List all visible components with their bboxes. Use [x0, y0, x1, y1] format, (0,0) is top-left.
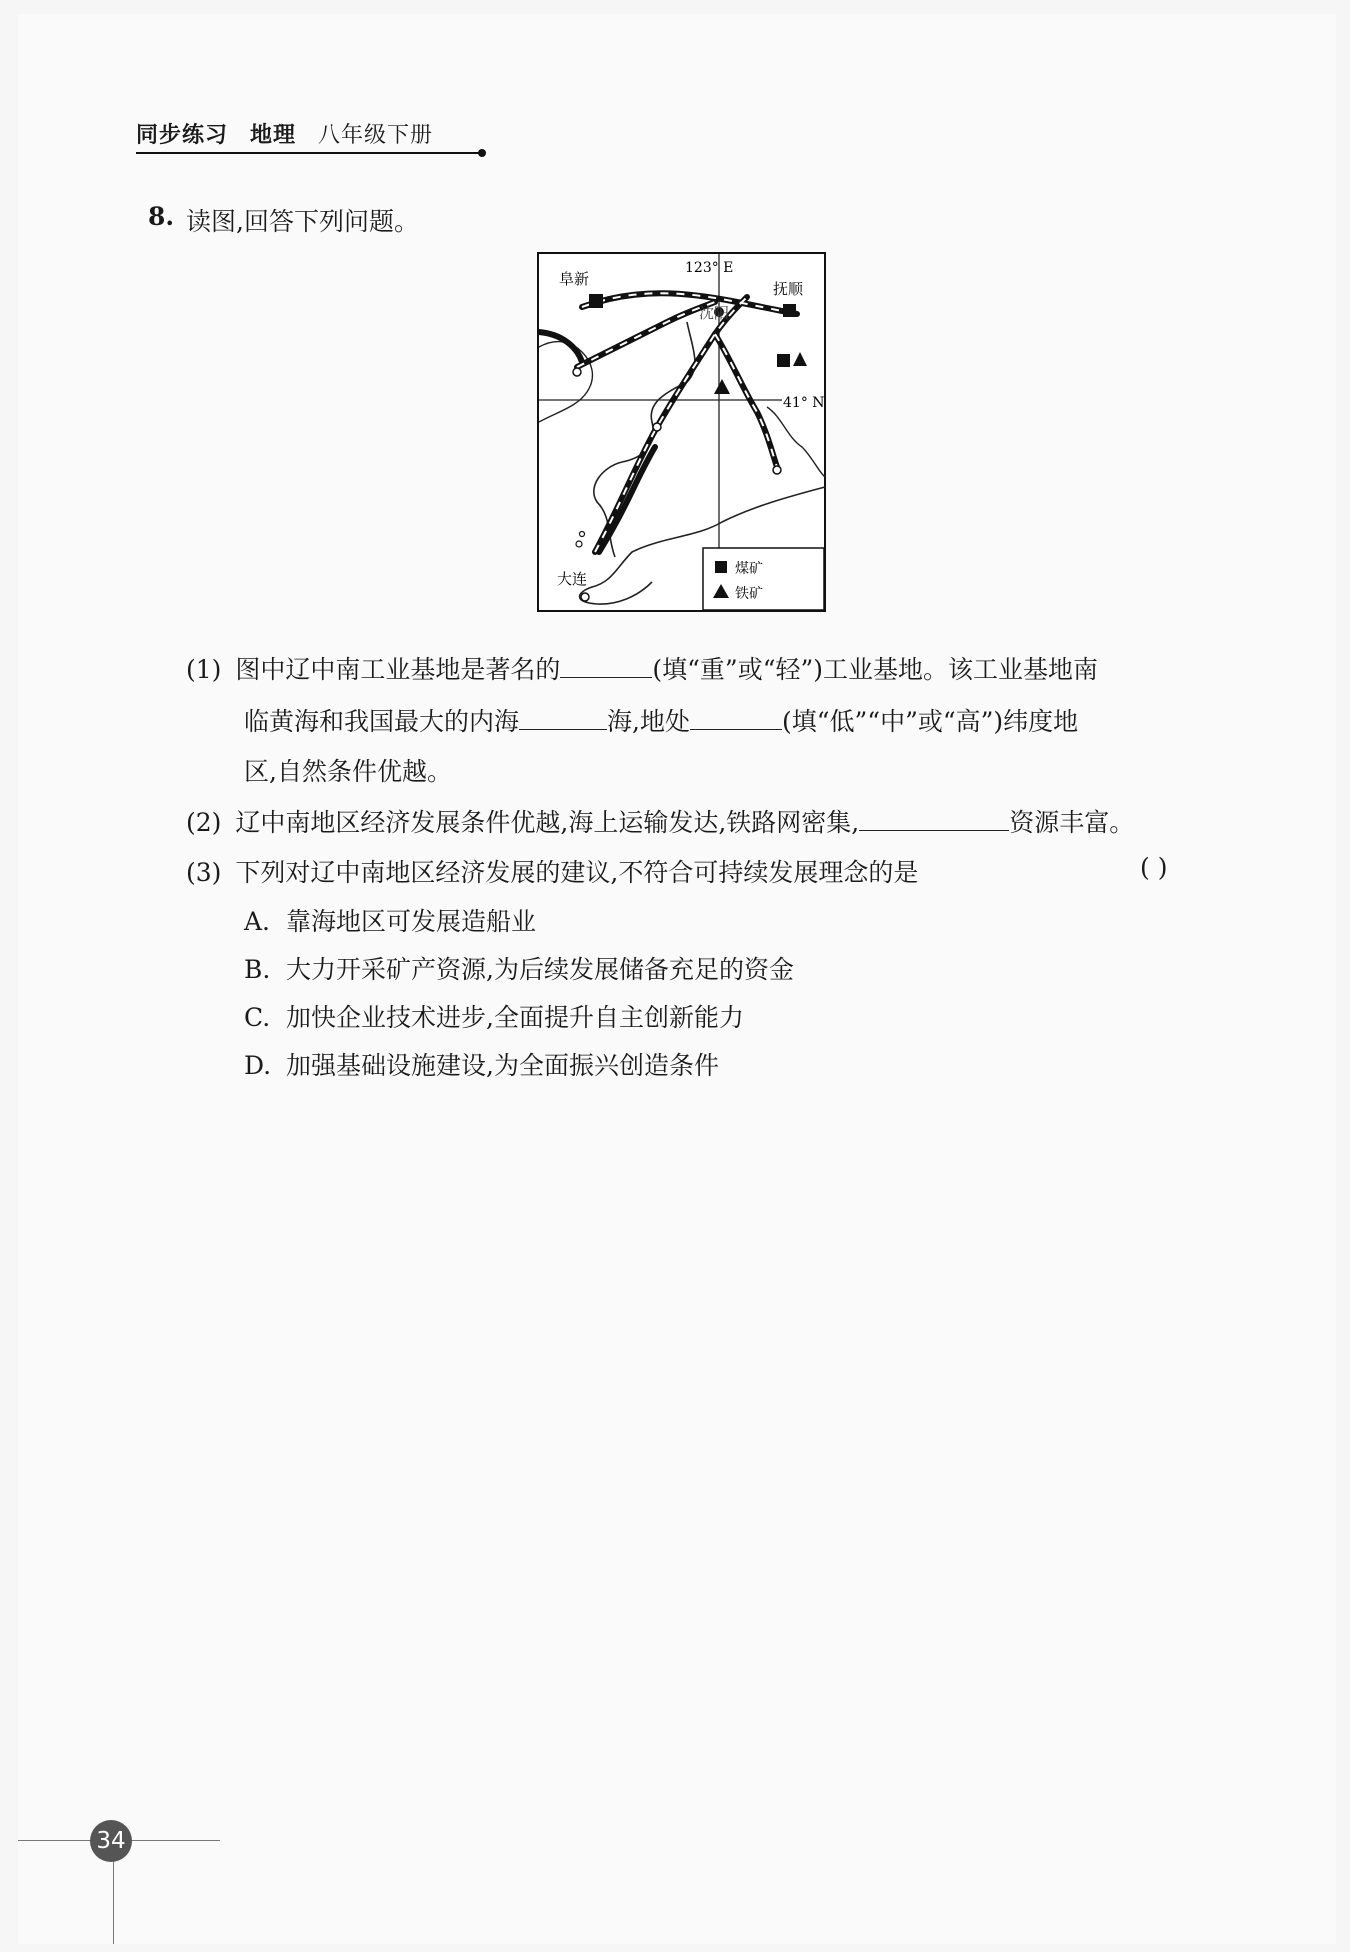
- part2-number: (2): [186, 808, 222, 837]
- option-c[interactable]: C. 加快企业技术进步,全面提升自主创新能力: [244, 1003, 744, 1032]
- series-title: 同步练习: [136, 123, 229, 148]
- label-fuxin: 阜新: [559, 270, 590, 288]
- label-dalian: 大连: [557, 570, 588, 588]
- latitude-label: 41° N: [783, 395, 825, 411]
- legend-box: [703, 548, 824, 610]
- city-node-dalian: [581, 593, 589, 601]
- answer-blank-1[interactable]: [560, 651, 652, 678]
- city-node: [573, 368, 581, 376]
- coal-mine-benxi: [777, 354, 790, 367]
- question-stem: 读图,回答下列问题。: [186, 207, 419, 236]
- option-b[interactable]: B. 大力开采矿产资源,为后续发展储备充足的资金: [244, 955, 794, 984]
- island: [576, 541, 582, 547]
- header-rule: [136, 152, 482, 154]
- part3-number: (3): [186, 858, 222, 887]
- part1-line2: 临黄海和我国最大的内海 海,地处 (填“低”“中”或“高”)纬度地: [244, 702, 1078, 738]
- header-dot: [478, 149, 486, 157]
- island: [580, 532, 585, 537]
- page-number-vrule: [113, 1860, 114, 1944]
- part2-line: (2) 辽中南地区经济发展条件优越,海上运输发达,铁路网密集, 资源丰富。: [186, 803, 1134, 839]
- legend-iron-label: 铁矿: [735, 586, 763, 602]
- answer-blank-2[interactable]: [519, 703, 607, 730]
- legend-coal-label: 煤矿: [735, 561, 763, 577]
- answer-blank-4[interactable]: [859, 804, 1009, 831]
- part1-line1: (1) 图中辽中南工业基地是著名的 (填“重”或“轻”)工业基地。该工业基地南: [186, 650, 1098, 686]
- label-shenyang: 沈阳: [699, 304, 730, 322]
- subject-title: 地理: [250, 123, 297, 148]
- option-a[interactable]: A. 靠海地区可发展造船业: [244, 907, 537, 936]
- answer-paren[interactable]: ( ): [1140, 853, 1168, 882]
- map-figure: [537, 252, 826, 612]
- page-header: [136, 118, 433, 149]
- coal-mine-fuxin: [589, 294, 603, 308]
- page-number: 34: [90, 1820, 132, 1862]
- longitude-label: 123° E: [685, 260, 734, 276]
- city-node: [773, 466, 781, 474]
- part1-number: (1): [186, 655, 222, 684]
- legend-coal-icon: [715, 561, 727, 573]
- question-number: 8.: [148, 202, 175, 231]
- coal-mine-fushun: [783, 304, 796, 317]
- option-d[interactable]: D. 加强基础设施建设,为全面振兴创造条件: [244, 1051, 719, 1080]
- label-fushun: 抚顺: [773, 280, 804, 298]
- part1-line3: 区,自然条件优越。: [244, 757, 452, 786]
- grade-title: 八年级下册: [318, 123, 434, 148]
- answer-blank-3[interactable]: [690, 703, 782, 730]
- city-node: [653, 423, 661, 431]
- part3-line: (3) 下列对辽中南地区经济发展的建议,不符合可持续发展理念的是: [186, 858, 919, 887]
